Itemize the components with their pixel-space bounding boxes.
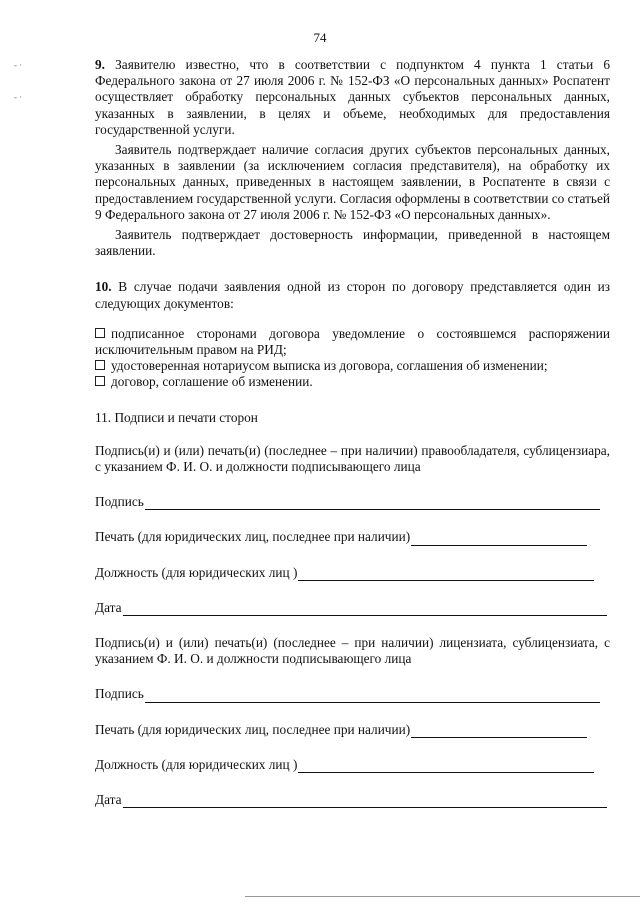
date-line[interactable] <box>123 794 607 808</box>
party-2-date-field: Дата <box>95 792 610 808</box>
party-2-seal-field: Печать (для юридических лиц, последнее при наличии) <box>95 722 610 738</box>
party-1-seal-field: Печать (для юридических лиц, последнее при наличии) <box>95 529 610 545</box>
checkbox-icon[interactable] <box>95 376 105 386</box>
party-2-caption: Подпись(и) и (или) печать(и) (последнее – при наличии) лицензиата, сублицензиата, с указанием Ф. И. О. и должности подписывающего лица <box>95 635 610 667</box>
party-1-signature-field: Подпись <box>95 494 610 510</box>
position-line[interactable] <box>298 567 594 581</box>
signature-line[interactable] <box>145 689 600 703</box>
option-checkbox-item: подписанное сторонами договора уведомление о состоявшемся распоряжении исключительным правом на РИД; <box>95 325 610 358</box>
section-9-para-3: Заявитель подтверждает достоверность информации, приведенной в настоящем заявлении. <box>95 227 610 259</box>
position-line[interactable] <box>298 759 594 773</box>
seal-line[interactable] <box>411 532 587 546</box>
party-2-signature-field: Подпись <box>95 686 610 702</box>
scan-edge-divider <box>245 896 640 897</box>
page-number: 74 <box>313 30 327 45</box>
checkbox-icon[interactable] <box>95 360 105 370</box>
scan-mark: - · <box>14 60 23 70</box>
seal-line[interactable] <box>411 724 587 738</box>
document-body <box>95 57 610 808</box>
section-9-para-2: Заявитель подтверждает наличие согласия других субъектов персональных данных, указанных в заявлении (за исключением согласия представителя), на обработку их персональных данных, приведенных в настоящем заявлении, в Роспатенте в связи с предоставлением государственной услуги. Согласия оформлены в соответствии со статьей 9 Федерального закона от 27 июля 2006 г. № 152-ФЗ «О персональных данных». <box>95 142 610 222</box>
signature-line[interactable] <box>145 496 600 510</box>
party-1-date-field: Дата <box>95 600 610 616</box>
party-1-position-field: Должность (для юридических лиц ) <box>95 565 610 581</box>
date-line[interactable] <box>123 602 607 616</box>
scan-mark: - · <box>14 92 23 102</box>
section-11-heading: 11. Подписи и печати сторон <box>95 409 258 425</box>
party-2-position-field: Должность (для юридических лиц ) <box>95 757 610 773</box>
option-checkbox-item: договор, соглашение об изменении. <box>95 374 610 390</box>
checkbox-icon[interactable] <box>95 328 105 338</box>
party-1-caption: Подпись(и) и (или) печать(и) (последнее – при наличии) правообладателя, сублицензиара, с указанием Ф. И. О. и должности подписывающего лица <box>95 442 610 475</box>
option-checkbox-item: удостоверенная нотариусом выписка из договора, соглашения об изменении; <box>95 358 610 374</box>
section-10-text: 10. В случае подачи заявления одной из сторон по договору представляется один из следующих документов: <box>95 279 610 311</box>
section-9-para-1: 9. Заявителю известно, что в соответствии с подпунктом 4 пункта 1 статьи 6 Федерального закона от 27 июля 2006 г. № 152-ФЗ «О персональных данных» Роспатент осуществляет обработку персональных данных субъектов персональных данных, указанных в заявлении, в целях и объеме, необходимых для предоставления государственной услуги. <box>95 57 610 137</box>
